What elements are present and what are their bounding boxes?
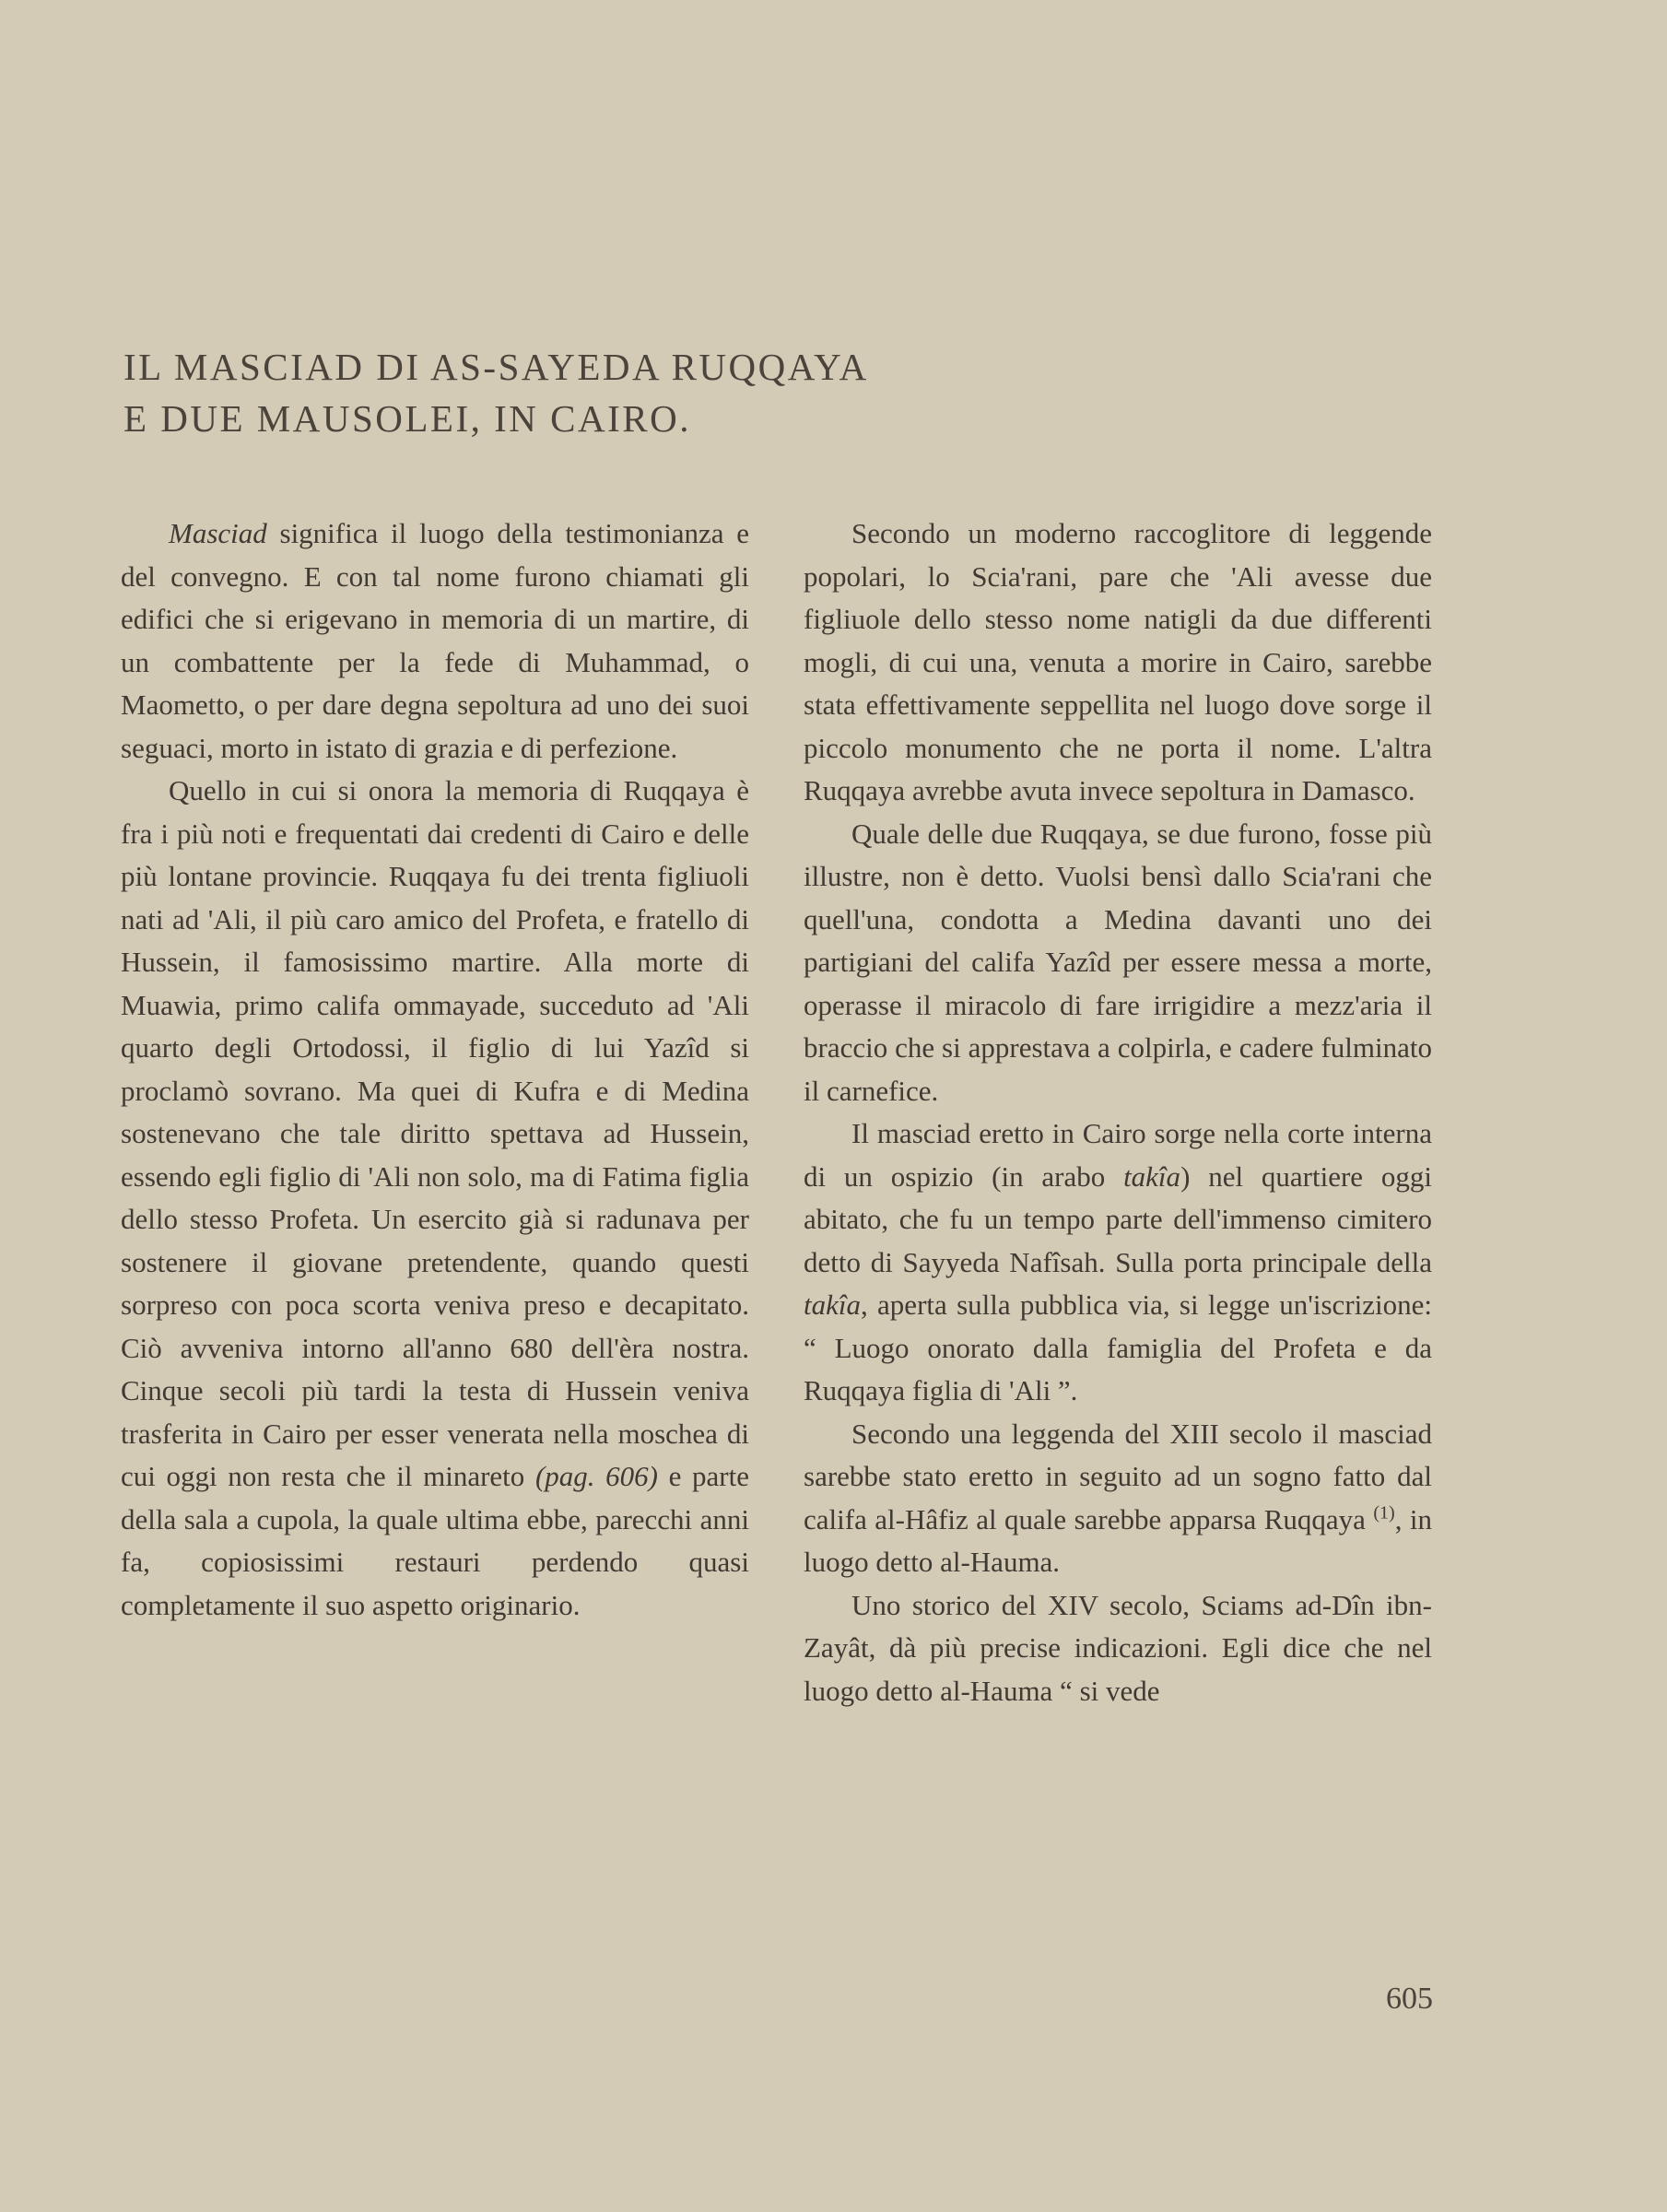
paragraph-text: ) nel quartiere oggi abitato, che fu un tempo parte dell'immenso cimitero detto di Sayyeda Nafîsah. Sulla porta principale della	[804, 1159, 1432, 1278]
paragraph-text: Quello in cui si onora la memoria di Ruqqaya è fra i più noti e frequentati dai credenti di Cairo e delle più lontane provincie. Ruqqaya fu dei trenta figliuoli nati ad 'Ali, il più caro amico del Profeta, e fratello di Hussein, il famosissimo martire. Alla morte di Muawia, primo califa ommayade, succeduto ad 'Ali quarto degli Ortodossi, il figlio di lui Yazîd si proclamò sovrano. Ma quei di Kufra e di Medina sostenevano che tale diritto spettava ad Hussein, essendo egli figlio di 'Ali non solo, ma di Fatima figlia dello stesso Profeta. Un esercito già si radunava per sostenere il giovane pretendente, quando questi sorpreso con poca scorta veniva preso e decapitato. Ciò avveniva intorno all'anno 680 dell'èra nostra. Cinque secoli più tardi la testa di Hussein veniva trasferita in Cairo per esser venerata nella moschea di cui oggi non resta che il minareto	[121, 774, 749, 1492]
paragraph-text: Secondo una leggenda del XIII secolo il masciad sarebbe stato eretto in seguito ad un sogno fatto dal califa al-Hâfiz al quale sarebbe apparsa Ruqqaya	[804, 1417, 1432, 1535]
paragraph: Secondo un moderno raccoglitore di leggende popolari, lo Scia'rani, pare che 'Ali avesse due figliuole dello stesso nome natigli da due differenti mogli, di cui una, venuta a morire in Cairo, sarebbe stata effettivamente seppellita nel luogo dove sorge il piccolo monumento che ne porta il nome. L'altra Ruqqaya avrebbe avuta invece sepoltura in Damasco.	[804, 517, 1432, 806]
footnote-reference: (1)	[1373, 1502, 1395, 1524]
paragraph	[804, 1112, 1432, 1413]
paragraph	[121, 770, 749, 1627]
italic-term: Masciad	[169, 517, 267, 549]
page-title	[123, 341, 1137, 444]
paragraph-text: Il masciad eretto in Cairo sorge nella corte interna di un ospizio (in arabo	[804, 1117, 1432, 1193]
paragraph-text: , in luogo detto al-Hauma.	[804, 1502, 1432, 1578]
paragraph	[804, 1413, 1432, 1584]
paragraph: Quale delle due Ruqqaya, se due furono, fosse più illustre, non è detto. Vuolsi bensì dallo Scia'rani che quell'una, condotta a Medina davanti uno dei partigiani del califa Yazîd per essere messa a morte, operasse il miracolo di fare irrigidire a mezz'aria il braccio che si apprestava a colpirla, e cadere fulminato il carnefice.	[804, 817, 1432, 1107]
paragraph-text: , aperta sulla pubblica via, si legge un'iscrizione: “ Luogo onorato dalla famiglia del Profeta e da Ruqqaya figlia di 'Ali ”.	[804, 1288, 1432, 1406]
paragraph: Uno storico del XIV secolo, Sciams ad-Dîn ibn-Zayât, dà più precise indicazioni. Egli dice che nel luogo detto al-Hauma “ si vede	[804, 1588, 1432, 1707]
left-column	[121, 512, 749, 1627]
title-line-2: E DUE MAUSOLEI, IN CAIRO.	[123, 397, 691, 440]
page-number: 605	[1386, 1982, 1433, 2016]
italic-term: takîa	[1123, 1159, 1181, 1193]
right-column	[804, 512, 1432, 1712]
title-line-1: IL MASCIAD DI AS-SAYEDA RUQQAYA	[123, 346, 869, 388]
paragraph-text: significa il luogo della testimonianza e del convegno. E con tal nome furono chiamati gli edifici che si erigevano in memoria di un martire, di un combattente per la fede di Muhammad, o Maometto, o per dare degna sepoltura ad uno dei suoi seguaci, morto in istato di grazia e di perfezione.	[121, 517, 749, 764]
paragraph-text: e parte della sala a cupola, la quale ultima ebbe, parecchi anni fa, copiosissimi restauri perdendo quasi completamente il suo aspetto originario.	[121, 1460, 749, 1621]
paragraph	[121, 512, 749, 770]
italic-term: takîa	[804, 1288, 861, 1321]
page-reference: (pag. 606)	[534, 1460, 658, 1492]
